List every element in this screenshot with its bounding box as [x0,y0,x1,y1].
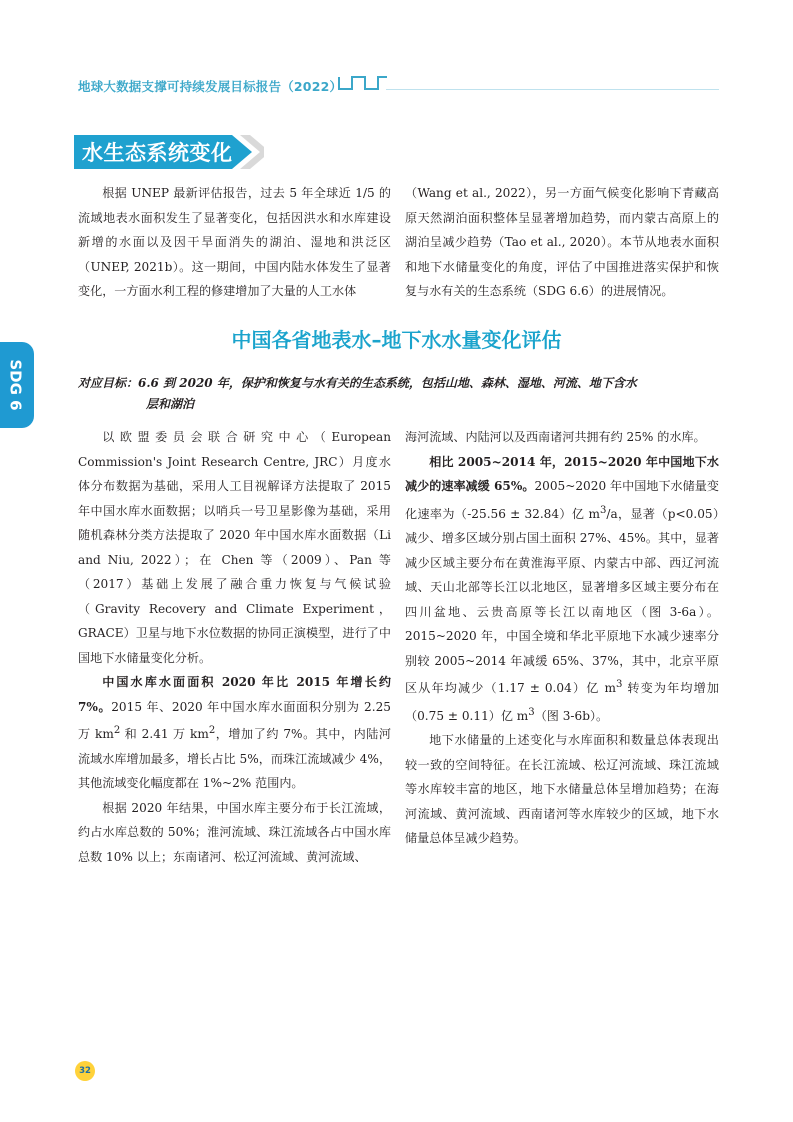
page-number: 32 [75,1061,95,1081]
superscript: 3 [599,504,607,516]
target-statement [78,373,724,415]
superscript: 3 [528,706,535,718]
body-right-paragraph-2 [405,450,719,729]
intro-paragraph-left: 根据 UNEP 最新评估报告，过去 5 年全球近 1/5 的流域地表水面积发生了显著变化，包括因洪水和水库建设新增的水面以及因干旱面消失的湖泊、湿地和洪泛区（UNEP, 2021b）。这一期间，中国内陆水体发生了显著变化，一方面水利工程的修建增加了大量的人工水体 [78,186,391,298]
body-left-paragraph-3: 根据 2020 年结果，中国水库主要分布于长江流域，约占水库总数的 50%；淮河流域、珠江流域各占中国水库总数 10% 以上；东南诸河、松辽河流域、黄河流域、 [78,800,391,864]
body-right-text-d: （图 3-6b）。 [534,708,609,723]
body-left-column [78,425,391,869]
feature-title: 中国各省地表水–地下水水量变化评估 [231,328,562,352]
body-right-paragraph-1: 海河流域、内陆河以及西南诸河共拥有约 25% 的水库。 [405,430,706,444]
body-left-text-a: 2015 年、2020 年中国水库水面面积分别为 2.25 万 km [78,699,391,742]
section-title: 水生态系统变化 [82,141,233,165]
intro-right-column [405,181,719,304]
header-decoration-icon [338,73,388,91]
header-rule [386,89,719,90]
body-left-paragraph-1: 以欧盟委员会联合研究中心（European Commission's Joint Research Centre, JRC）月度水体分布数据为基础，采用人工目视解译方法提取了 2015 年中国水库水面数据；以哨兵一号卫星影像为基础，采用随机森林分类方法提取了 2020 年中国水库水面数据（Li and Niu, 2022）；在 Chen 等（2009）、Pan 等（2017）基础上发展了融合重力恢复与气候试验（Gravity Recovery and Climate Experiment，GRACE）卫星与地下水位数据的协同正演模型，进行了中国地下水储量变化分析。 [78,430,391,665]
running-header-title: 地球大数据支撑可持续发展目标报告（2022） [78,79,343,94]
sdg-tab-label: SDG 6 [7,359,26,411]
body-left-text-c: ，增加了约 7%。其中，内陆河流域水库增加最多，增长占比 5%，而珠江流域减少 4%，其他流域变化幅度都在 1%~2% 范围内。 [78,727,392,791]
body-right-text-a: 2005~2020 年中国地下水储量变化速率为（-25.56 ± 32.84）亿 m [405,479,719,521]
sdg-side-tab [0,342,34,428]
body-right-text-c: 转变为年均增加（0.75 ± 0.11）亿 m [405,681,719,723]
intro-paragraph-right: （Wang et al., 2022），另一方面气候变化影响下青藏高原天然湖泊面积整体呈显著增加趋势，而内蒙古高原上的湖泊呈减少趋势（Tao et al., 2020）。本节从地表水面积和地下水储量变化的角度，评估了中国推进落实保护和恢复与水有关的生态系统（SDG 6.6）的进展情况。 [405,186,719,298]
body-right-highlight: 相比 2005~2014 年，2015~2020 年中国地下水减少的速率减缓 65%。 [405,454,719,493]
target-line-1 [78,373,724,394]
target-text-2: 层和湖泊 [146,397,195,411]
superscript: 2 [208,725,216,736]
body-right-column [405,425,719,851]
body-left-paragraph-2 [78,670,391,796]
target-label: 对应目标： [78,376,139,390]
body-left-highlight: 中国水库水面面积 2020 年比 2015 年增长约 7%。 [78,675,391,714]
superscript: 3 [615,679,623,691]
superscript: 2 [113,725,121,736]
body-right-text-b: /a，显著（p<0.05）减少、增多区域分别占国土面积 27%、45%。其中，显著减少区域主要分布在黄淮海平原、内蒙古中部、西辽河流域、天山北部等长江以北地区，显著增多区域主要分布在四川盆地、云贵高原等长江以南地区（图 3-6a）。2015~2020 年，中国全境和华北平原地下水减少速率分别较 2005~2014 年减缓 65%、37%，其中，北京平原区从年均减少（1.17 ± 0.04）亿 m [405,506,719,696]
target-text-1: 6.6 到 2020 年，保护和恢复与水有关的生态系统，包括山地、森林、湿地、河流、地下含水 [138,376,637,390]
intro-left-column [78,181,391,304]
body-left-text-b: 和 2.41 万 km [120,727,209,742]
body-right-paragraph-3: 地下水储量的上述变化与水库面积和数量总体表现出较一致的空间特征。在长江流域、松辽河流域、珠江流域等水库较丰富的地区，地下水储量总体呈增加趋势；在海河流域、黄河流域、西南诸河等水库较少的区域，地下水储量总体呈减少趋势。 [405,733,719,846]
